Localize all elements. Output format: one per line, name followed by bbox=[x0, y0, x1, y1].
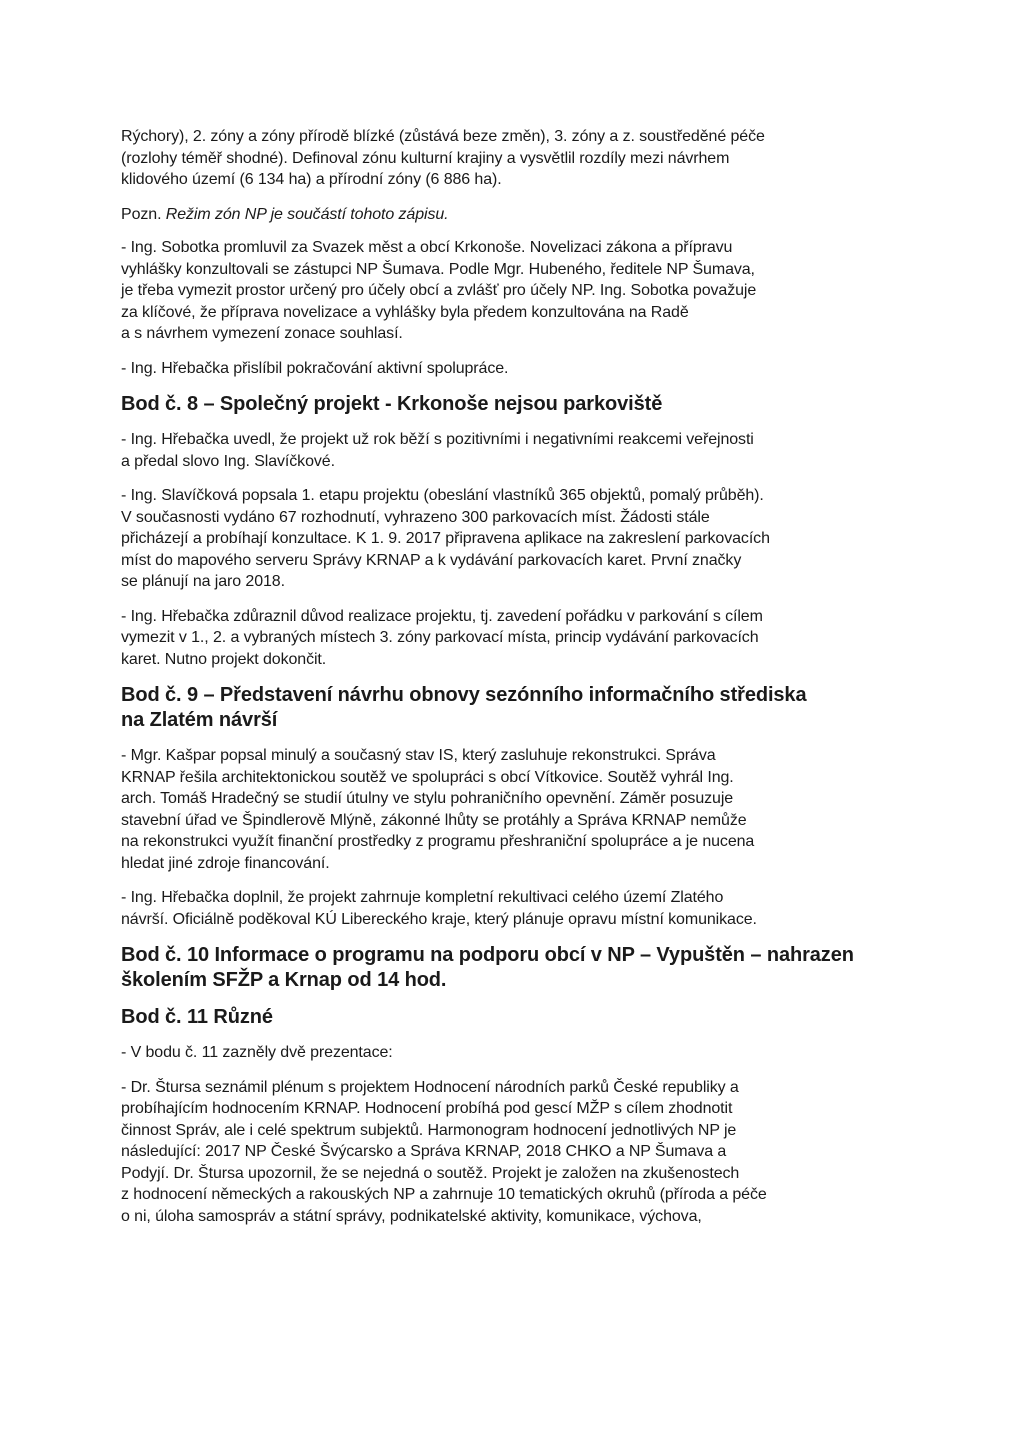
paragraph-presentations: - V bodu č. 11 zazněly dvě prezentace: bbox=[121, 1044, 393, 1061]
paragraph-kaspar: - Mgr. Kašpar popsal minulý a současný stav IS, který zasluhuje rekonstrukci. Správa KRNAP řešila architektonickou soutěž ve spolupráci s obcí Vítkovice. Soutěž vyhrál Ing. arch. Tomáš Hradečný se studií útulny ve stylu pohraničního opevnění. Záměr posuzuje stavební úřad ve Špindlerově Mlýně, zákonné lhůty se protáhly a Správa KRNAP nemůže na rekonstrukci využít finanční prostředky z programu přeshraniční spolupráce a je nucena hledat jiné zdroje financování. bbox=[121, 747, 755, 872]
paragraph-hrebacka-rekultivace: - Ing. Hřebačka doplnil, že projekt zahrnuje kompletní rekultivaci celého území Zlatého návrší. Oficiálně poděkoval KÚ Libereckého kraje, který plánuje opravu místní komunikace. bbox=[121, 889, 757, 928]
paragraph-sobotka: - Ing. Sobotka promluvil za Svazek měst a obcí Krkonoše. Novelizaci zákona a přípravu vyhlášky konzultovali se zástupci NP Šumava. Podle Mgr. Hubeného, ředitele NP Šumava, je třeba vymezit prostor určený pro účely obcí a zvlášť pro účely NP. Ing. Sobotka považuje za klíčové, že příprava novelizace a vyhlášky byla předem konzultována na Radě a s návrhem vymezení zonace souhlasí. bbox=[121, 239, 757, 342]
section-heading-bod-10: Bod č. 10 Informace o programu na podporu obcí v NP – Vypuštěn – nahrazen školením SFŽP a Krnap od 14 hod. bbox=[121, 944, 854, 991]
note-paragraph bbox=[121, 204, 901, 226]
paragraph-slavickova: - Ing. Slavíčková popsala 1. etapu projektu (obeslání vlastníků 365 objektů, pomalý průběh). V současnosti vydáno 67 rozhodnutí, vyhrazeno 300 parkovacích míst. Žádosti stále přicházejí a probíhají konzultace. K 1. 9. 2017 připravena aplikace na zakreslení parkovacích míst do mapového serveru Správy KRNAP a k vydávání parkovacích karet. První značky se plánují na jaro 2018. bbox=[121, 487, 770, 590]
paragraph-hrebacka-cooperation: - Ing. Hřebačka přislíbil pokračování aktivní spolupráce. bbox=[121, 359, 509, 377]
note-lead: Pozn. bbox=[121, 205, 166, 223]
section-heading-bod-8: Bod č. 8 – Společný projekt - Krkonoše nejsou parkoviště bbox=[121, 393, 663, 415]
paragraph-hrebacka-reason: - Ing. Hřebačka zdůraznil důvod realizace projektu, tj. zavedení pořádku v parkování s cílem vymezit v 1., 2. a vybraných místech 3. zóny parkovací místa, princip vydávání parkovacích karet. Nutno projekt dokončit. bbox=[121, 607, 763, 668]
section-heading-bod-9: Bod č. 9 – Představení návrhu obnovy sezónního informačního střediska na Zlatém návrší bbox=[121, 684, 807, 731]
paragraph-stursa: - Dr. Štursa seznámil plénum s projektem Hodnocení národních parků České republiky a probíhajícím hodnocením KRNAP. Hodnocení probíhá pod gescí MŽP s cílem zhodnotit činnost Správ, ale i celé spektrum subjektů. Harmonogram hodnocení jednotlivých NP je následující: 2017 NP České Švýcarsko a Správa KRNAP, 2018 CHKO a NP Šumava a Podyjí. Dr. Štursa upozornil, že se nejedná o soutěž. Projekt je založen na zkušenostech z hodnocení německých a rakouských NP a zahrnuje 10 tematických okruhů (příroda a péče o ni, úloha samospráv a státní správy, podnikatelské aktivity, komunikace, výchova, bbox=[121, 1078, 767, 1225]
document-body bbox=[121, 126, 901, 1240]
section-heading-bod-11: Bod č. 11 Různé bbox=[121, 1006, 273, 1028]
paragraph-zones-overview: Rýchory), 2. zóny a zóny přírodě blízké (zůstává beze změn), 3. zóny a z. soustředěné péče (rozlohy téměř shodné). Definoval zónu kulturní krajiny a vysvětlil rozdíly mezi návrhem klidového území (6 134 ha) a přírodní zóny (6 886 ha). bbox=[121, 128, 765, 188]
paragraph-hrebacka-project: - Ing. Hřebačka uvedl, že projekt už rok běží s pozitivními i negativními reakcemi veřejnosti a předal slovo Ing. Slavíčkové. bbox=[121, 431, 754, 470]
note-italic-text: Režim zón NP je součástí tohoto zápisu. bbox=[165, 205, 449, 223]
